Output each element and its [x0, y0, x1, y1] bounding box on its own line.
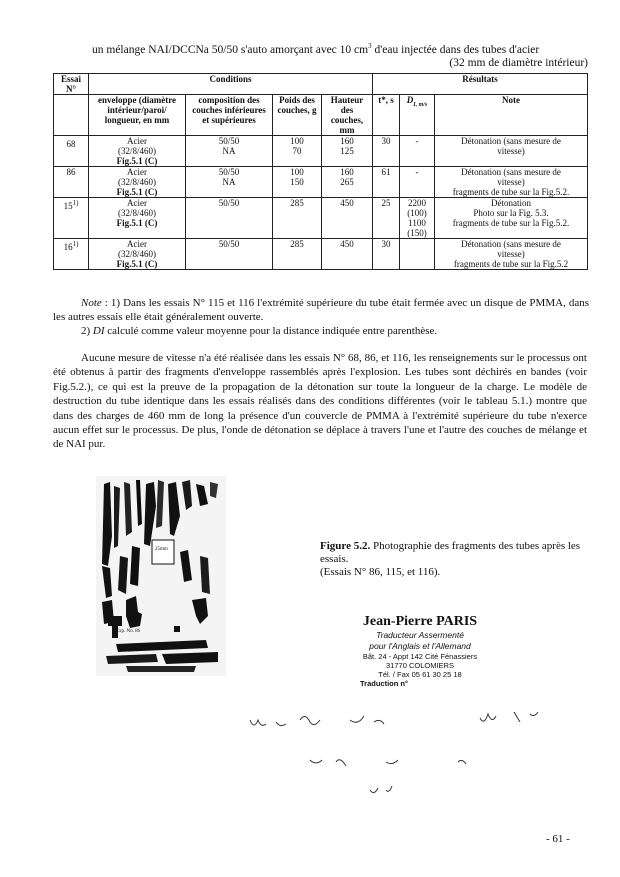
table-row [54, 136, 588, 167]
cell-composition: 50/50 NA [186, 167, 273, 198]
intro-line-1: un mélange NAI/DCCNa 50/50 s'auto amorçant avec 10 $cm^3$ d'eau injectée dans des tubes d'acier [92, 42, 540, 56]
header-hauteur: Hauteur des couches, mm [322, 95, 373, 136]
cell-essai: 86 [54, 167, 89, 198]
header-resultats: Résultats [373, 74, 588, 95]
cell-note: Détonation (sans mesure de vitesse) [435, 136, 588, 167]
cell-poids: 285 [273, 239, 322, 270]
cell-hauteur: 160 125 [322, 136, 373, 167]
table-subheader-row [54, 95, 588, 136]
stamp-name: Jean-Pierre PARIS [362, 614, 478, 629]
cell-poids: 100 150 [273, 167, 322, 198]
cell-hauteur: 450 [322, 239, 373, 270]
header-d: $D_{I, m/s}$ [400, 95, 435, 136]
cell-enveloppe: Acier (32/8/460) Fig.5.1 (C) [89, 198, 186, 239]
cell-enveloppe: Acier (32/8/460) Fig.5.1 (C) [89, 239, 186, 270]
stamp-line-2: pour l'Anglais et l'Allemand [369, 641, 471, 651]
header-enveloppe: enveloppe (diamètre intérieur/paroi/ longueur, en mm [89, 95, 186, 136]
cell-enveloppe: Acier (32/8/460) Fig.5.1 (C) [89, 167, 186, 198]
cell-composition: 50/50 [186, 239, 273, 270]
scale-label: 25mm [155, 547, 168, 552]
cell-note: Détonation (sans mesure de vitesse) fragments de tube sur la Fig.5.2 [435, 239, 588, 270]
header-t: t*, s [373, 95, 400, 136]
fragments-image [96, 476, 226, 676]
handwritten-signature [230, 690, 610, 810]
cell-hauteur: 160 265 [322, 167, 373, 198]
note-1: Note : 1) Dans les essais N° 115 et 116 l'extrémité supérieure du tube était fermée avec un disque de PMMA, dans les autres essais elle était généralement ouverte. [53, 297, 589, 323]
translator-stamp [340, 614, 500, 688]
header-note: Note [435, 95, 588, 136]
stamp-line-3: Bât. 24 - Appt 142 Cité Fénassiers [362, 652, 478, 661]
cell-composition: 50/50 NA [186, 136, 273, 167]
stamp-line-1: Traducteur Assermenté [376, 630, 464, 640]
cell-t: 25 [373, 198, 400, 239]
cell-d [400, 239, 435, 270]
table-row [54, 239, 588, 270]
cell-note: Détonation Photo sur la Fig. 5.3. fragments de tube sur la Fig.5.2. [435, 198, 588, 239]
cell-essai: 68 [54, 136, 89, 167]
header-essai: Essai N° [54, 74, 89, 95]
note-2: 2) DI calculé comme valeur moyenne pour la distance indiquée entre parenthèse. [81, 325, 438, 337]
cell-note: Détonation (sans mesure de vitesse) fragments de tube sur la Fig.5.2. [435, 167, 588, 198]
header-poids: Poids des couches, g [273, 95, 322, 136]
cell-essai: 16$^{1)}$ [54, 239, 89, 270]
cell-enveloppe: Acier (32/8/460) Fig.5.1 (C) [89, 136, 186, 167]
figure-caption: Figure 5.2. Photographie des fragments des tubes après les essais. (Essais N° 86, 115, et 116). [320, 540, 581, 578]
fragments-photo [96, 476, 226, 676]
cell-hauteur: 450 [322, 198, 373, 239]
cell-d: 2200 (100) 1100 (150) [400, 198, 435, 239]
cell-essai: 15$^{1)}$ [54, 198, 89, 239]
cell-poids: 100 70 [273, 136, 322, 167]
stamp-line-5: Tél. / Fax 05 61 30 25 18 [378, 670, 462, 679]
intro-line-2: (32 mm de diamètre intérieur) [449, 56, 588, 69]
cell-t: 61 [373, 167, 400, 198]
body-paragraph: Aucune mesure de vitesse n'a été réalisée dans les essais N° 68, 86, et 116, les renseignements sur le processus ont été obtenus à partir des fragments d'enveloppe rassemblés après l'explosion. Les tubes sont déchirés en bandes (voir Fig.5.2.), ce qui est la preuve de la propagation de la détonation sur toute la longueur de la charge. Le modèle de destruction du tube identique dans les essais réalisés dans des conditions différentes (voir le tableau 5.1.) montre que dans des charges de 460 mm de long la présence d'un couvercle de PMMA à l'extrémité supérieure du tube n'exerce aucun effet sur le processus. De plus, l'onde de détonation se déplace à travers l'une et l'autre des couches de mélange et de NAI pur. [53, 352, 587, 451]
header-composition: composition des couches inférieures et supérieures [186, 95, 273, 136]
page-number: - 61 - [546, 833, 570, 845]
table-header-row [54, 74, 588, 95]
cell-composition: 50/50 [186, 198, 273, 239]
cell-d: - [400, 136, 435, 167]
header-conditions: Conditions [89, 74, 373, 95]
cell-t: 30 [373, 239, 400, 270]
table-row [54, 198, 588, 239]
table-row [54, 167, 588, 198]
table-intro [92, 40, 592, 70]
cell-poids: 285 [273, 198, 322, 239]
photo-bottom-label: Exp. No. 86 [116, 629, 141, 634]
stamp-line-6: Traduction n° [360, 679, 408, 688]
cell-d: - [400, 167, 435, 198]
results-table [53, 73, 588, 270]
cell-t: 30 [373, 136, 400, 167]
stamp-line-4: 31770 COLOMIERS [386, 661, 454, 670]
